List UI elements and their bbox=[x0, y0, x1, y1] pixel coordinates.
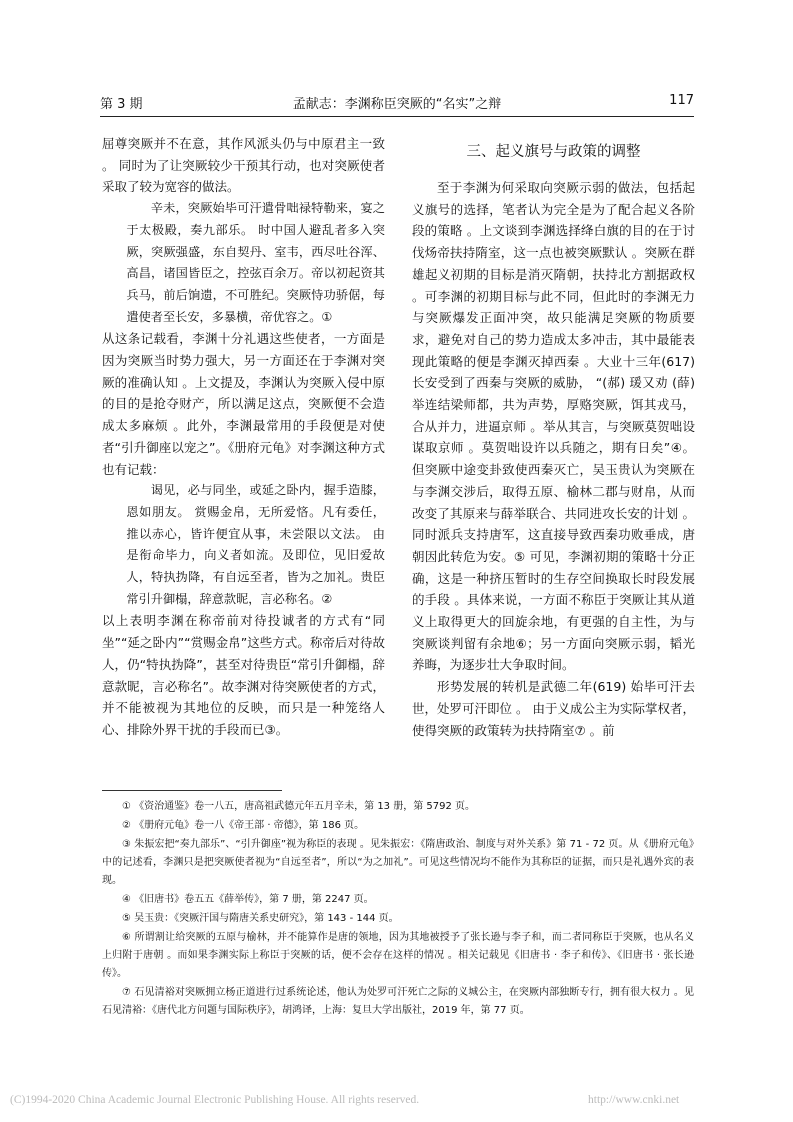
paragraph: 以上表明李渊在称帝前对待投诚者的方式有“同坐”“延之卧内”“赏赐金帛”这些方式。称帝后对待故人，仍“特执㧑降”，甚至对待贵臣“常引升御榻，辞意款昵，言必称名”。故李渊对待突厥使者的方式，并不能被视为其地位的反映，而只是一种笼络人心、排除外界干扰的手段而已③。 bbox=[102, 613, 385, 737]
footnote: ⑤ 吴玉贵：《突厥汗国与隋唐关系史研究》，第 143 - 144 页。 bbox=[122, 913, 399, 924]
footnote: ⑥ 所谓割让给突厥的五原与榆林，并不能算作是唐的领地，因为其地被授予了张长逊与李子和，而二者同称臣于突厥，也从名义上归附于唐朝 。而如果李渊实际上称臣于突厥的话，便不会存在这样的情况 。相关记载见《旧唐书 · 李子和传》、《旧唐书 · 张长逊传》。 bbox=[102, 932, 694, 979]
paragraph: 至于李渊为何采取向突厥示弱的做法，包括起义旗号的选择，笔者认为完全是为了配合起义各阶段的策略 。上文谈到李渊选择绛白旗的目的在于讨伐炀帝扶持隋室，这一点也被突厥默认 。突厥在群雄起义初期的目标是消灭隋朝，扶持北方割据政权 。可李渊的初期目标与此不同，但此时的李渊无力与突厥爆发正面冲突，故只能满足突厥的物质要求，避免对自己的势力造成太多冲击，其中最能表现此策略的便是李渊灭掉西秦 。大业十三年(617) 长安受到了西秦与突厥的威胁， “(郝) 瑗又劝 (薛) 举连结梁师都，共为声势，厚赂突厥，饵其戎马，合从并力，进逼京师 。举从其言，与突厥莫贺咄设谋取京师 。莫贺咄设许以兵随之，期有日矣”④。但突厥中途变卦致使西秦灭亡，吴玉贵认为突厥在与李渊交涉后，取得五原、榆林二郡与财帛，从而改变了其原来与薛举联合、共同进攻长安的计划 。 同时派兵支持唐军，这直接导致西秦功败垂成，唐朝因此转危为安。⑤ 可见，李渊初期的策略十分正确，这是一种挤压暂时的生存空间换取长时段发展的手段 。具体来说，一方面不称臣于突厥让其从道义上取得更大的回旋余地，有更强的自主性，为与突厥谈判留有余地⑥；另一方面向突厥示弱，韬光养晦，为逐步壮大争取时间。 bbox=[412, 180, 695, 673]
paragraph: 形势发展的转机是武德二年(619) 始毕可汗去世，处罗可汗即位 。 由于义成公主为实际掌权者，使得突厥的政策转为扶持隋室⑦ 。前 bbox=[412, 679, 695, 738]
footnote: ⑦ 石见清裕对突厥拥立杨正道进行过系统论述，他认为处罗可汗死亡之际的义城公主，在突厥内部独断专行，拥有很大权力 。见石见清裕：《唐代北方问题与国际秩序》，胡鸿译，上海：复旦大学出版社，2019 年，第 77 页。 bbox=[102, 987, 694, 1016]
issue-number: 第 3 期 bbox=[100, 97, 143, 112]
footnote-rule bbox=[102, 790, 282, 791]
block-quote: 辛未，突厥始毕可汗遣骨咄禄特勒来，宴之于太极殿，奏九部乐。 时中国人避乱者多入突厥，突厥强盛，东自契丹、室韦，西尽吐谷浑、高昌，诸国皆臣之，控弦百余万。帝以初起资其兵马，前后饷遗，不可胜纪。突厥恃功骄倨，每遣使者至长安，多暴横，帝优容之。① bbox=[126, 201, 385, 324]
copyright-notice: (C)1994-2020 China Academic Journal Electronic Publishing House. All rights reserved. bbox=[10, 1094, 420, 1106]
footnote: ④ 《旧唐书》卷五五《薛举传》，第 7 册，第 2247 页。 bbox=[122, 894, 374, 905]
article-title: 孟献志：李渊称臣突厥的“名实”之辩 bbox=[292, 97, 502, 112]
page-number: 117 bbox=[669, 93, 694, 108]
block-quote: 谒见，必与同坐，或延之卧内，握手造膝，恩如朋友。 赏赐金帛，无所爱悋。凡有委任，推以赤心，皆许便宜从事，未尝限以文法。 由是衔命毕力，向义者如流。及即位，见旧爱故人，特执㧑降，有自远至者，皆为之加礼。贵臣常引升御榻，辞意款昵，言必称名。② bbox=[126, 483, 385, 606]
footnote: ② 《册府元龟》卷一八《帝王部 · 帝德》，第 186 页。 bbox=[122, 820, 365, 831]
section-heading: 三、起义旗号与政策的调整 bbox=[466, 144, 641, 160]
paragraph: 从这条记载看，李渊十分礼遇这些使者，一方面是因为突厥当时势力强大，另一方面还在于李渊对突厥的准确认知 。上文提及，李渊认为突厥入侵中原的目的是抢夺财产，所以满足这点，突厥便不会造成太多麻烦 。此外，李渊最常用的手段便是对使者“引升御座以宠之”。《册府元龟》对李渊这种方式也有记载： bbox=[102, 331, 385, 477]
source-url: http://www.cnki.net bbox=[588, 1094, 680, 1106]
header-rule bbox=[100, 116, 694, 117]
footnotes bbox=[102, 798, 694, 1021]
footnote: ③ 朱振宏把“奏九部乐”、“引升御座”视为称臣的表现 。见朱振宏：《隋唐政治、制度与对外关系》第 71 - 72 页。从《册府元龟》中的记述看，李渊只是把突厥使者视为“自远至者”，所以“为之加礼”。可见这些情况均不能作为其称臣的证据，而只是礼遇外宾的表现。 bbox=[102, 839, 694, 886]
running-header bbox=[100, 93, 694, 113]
paragraph: 屈尊突厥并不在意，其作风派头仍与中原君主一致 。 同时为了让突厥较少干预其行动，也对突厥使者采取了较为宽容的做法。 bbox=[102, 136, 385, 195]
left-column bbox=[102, 133, 385, 741]
right-column bbox=[412, 133, 695, 741]
footnote: ① 《资治通鉴》卷一八五，唐高祖武德元年五月辛未，第 13 册，第 5792 页。 bbox=[122, 801, 476, 812]
